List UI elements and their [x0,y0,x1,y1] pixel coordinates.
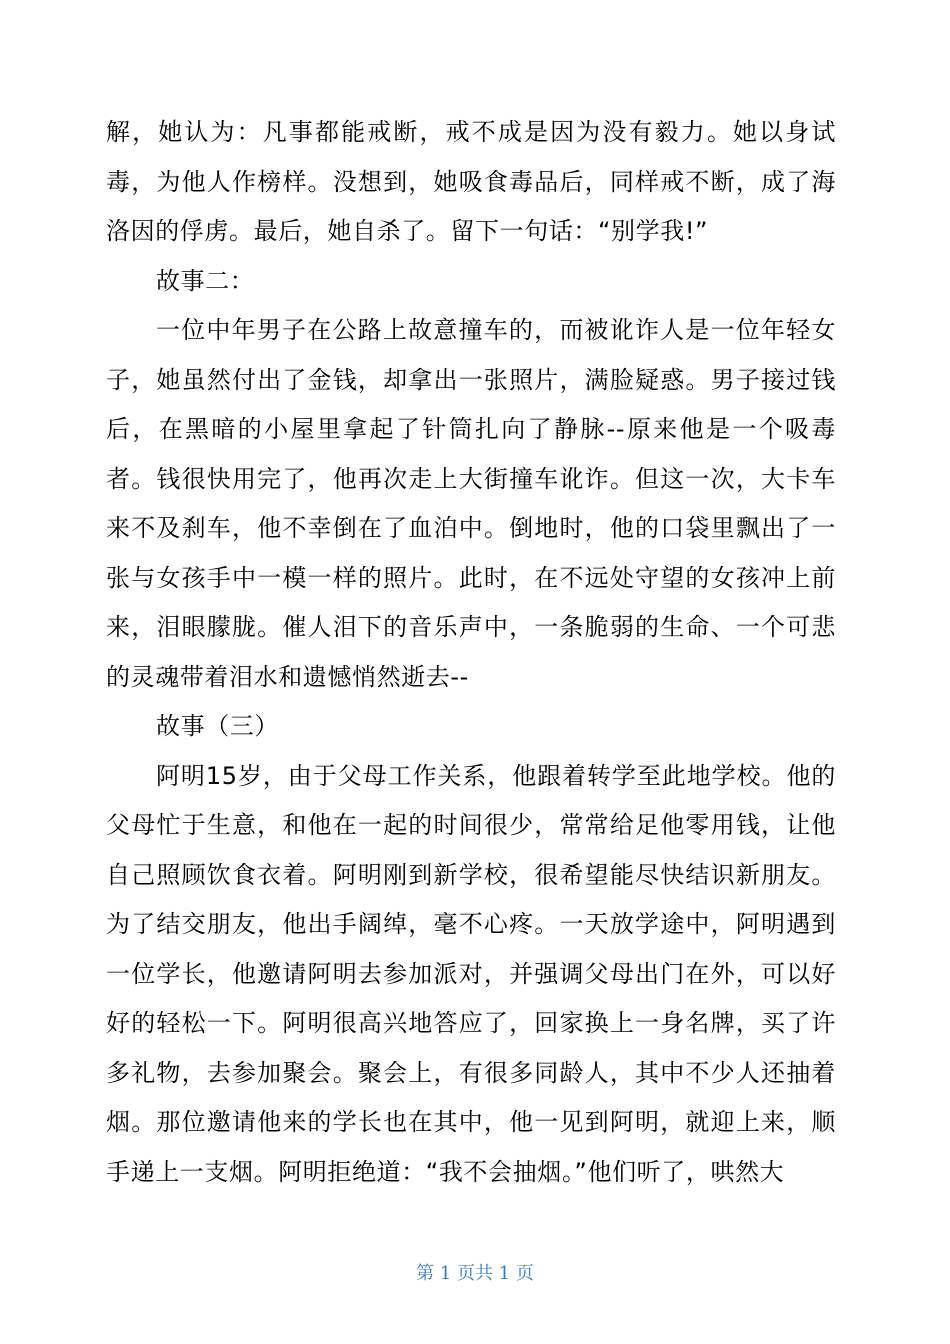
paragraph-story-one-end: 解，她认为：凡事都能戒断，戒不成是因为没有毅力。她以身试毒，为他人作榜样。没想到，她吸食毒品后，同样戒不断，成了海洛因的俘虏。最后，她自杀了。留下一句话：“别学我!” [106,118,836,245]
page-footer: 第 1 页共 1 页 [416,1263,534,1284]
document-body [106,108,836,1197]
heading-story-three: 故事（三） [156,712,279,740]
heading-story-two: 故事二： [156,266,255,295]
paragraph-story-three: 阿明15岁，由于父母工作关系，他跟着转学至此地学校。他的父母忙于生意，和他在一起的时间很少，常常给足他零用钱，让他自己照顾饮食衣着。阿明刚到新学校，很希望能尽快结识新朋友。为了结交朋友，他出手阔绰，毫不心疼。一天放学途中，阿明遇到一位学长，他邀请阿明去参加派对，并强调父母出门在外，可以好好的轻松一下。阿明很高兴地答应了，回家换上一身名牌，买了许多礼物，去参加聚会。聚会上，有很多同龄人，其中不少人还抽着烟。那位邀请他来的学长也在其中，他一见到阿明，就迎上来，顺手递上一支烟。阿明拒绝道：“我不会抽烟。”他们听了，哄然大 [106,761,836,1186]
paragraph-story-two: 一位中年男子在公路上故意撞车的，而被讹诈人是一位年轻女子，她虽然付出了金钱，却拿出一张照片，满脸疑惑。男子接过钱后，在黑暗的小屋里拿起了针筒扎向了静脉--原来他是一个吸毒者。钱很快用完了，他再次走上大街撞车讹诈。但这一次，大卡车来不及刹车，他不幸倒在了血泊中。倒地时，他的口袋里飘出了一张与女孩手中一模一样的照片。此时，在不远处守望的女孩冲上前来，泪眼朦胧。催人泪下的音乐声中，一条脆弱的生命、一个可悲的灵魂带着泪水和遗憾悄然逝去-- [106,316,836,691]
